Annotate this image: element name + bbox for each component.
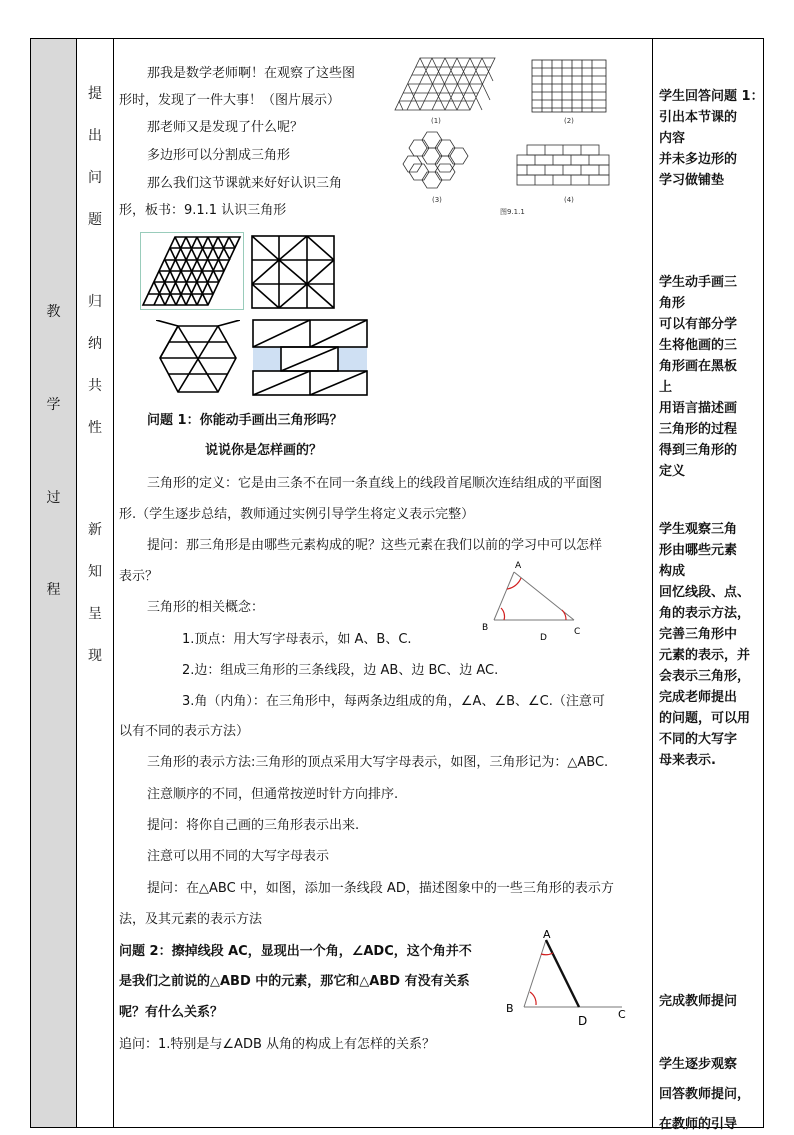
step-char: 呈: [88, 606, 102, 622]
intro-line: 那老师又是发现了什么呢？: [147, 120, 304, 135]
question-1: 问题 1：你能动手画出三角形吗？: [147, 413, 343, 428]
question-segment-ad: 法，及其元素的表示方法: [119, 912, 263, 927]
intro-line: 形，板书：9.1.1 认识三角形: [119, 203, 287, 218]
intro-line: 那么我们这节课就来好好认识三角: [147, 176, 343, 191]
notation-line: 三角形的表示方法:三角形的顶点采用大写字母表示，如图，三角形记为：△ABC.: [147, 755, 609, 770]
figure-caption: (3): [432, 196, 442, 204]
phase-char: 教: [46, 304, 61, 320]
step-char: 共: [88, 378, 102, 394]
vertex-label: B: [482, 623, 489, 633]
step-char: 新: [88, 522, 102, 538]
figure-caption: (4): [564, 196, 574, 204]
figure-square-grid-2: [530, 58, 610, 114]
triangle-abc-figure: [476, 556, 586, 642]
question-2: 是我们之前说的△ABD 中的元素，那它和△ABD 有没有关系: [119, 974, 470, 989]
vertex-label: A: [543, 928, 551, 941]
concept-vertex: 1.顶点：用大写字母表示，如 A、B、C.: [182, 632, 412, 647]
definition-line: 三角形的定义：它是由三条不在同一条直线上的线段首尾顺次连结组成的平面图: [147, 476, 603, 491]
follow-up-question: 追问：1.特别是与∠ADB 从角的构成上有怎样的关系？: [119, 1037, 436, 1052]
figure-hexagons-3: [402, 130, 472, 194]
phase-char: 过: [46, 490, 61, 506]
step-char: 出: [88, 128, 102, 144]
figure-tri-lattice-1: [390, 55, 500, 115]
step-char: 题: [88, 212, 102, 228]
student-activity-column: 学生回答问题 1： 引出本节课的 内容 并未多边形的 学习做铺垫 学生动手画三 角形 可以有部分学 生将他画的三 角形画在黑板 上 用语言描述画 三角形的过程 得到三角形的 定义 学生观察三角 形由哪些元素 构成 回忆线段、点、 角的表示方法， 完善三角形中 元素的表示，并 会表示三角形， 完成老师提出 的问题，可以用 不同的大写字 母来表示. 完成教师提问 学生逐步观察 回答教师提问， 在教师的引导: [652, 38, 764, 1128]
figure-caption: (1): [431, 117, 441, 125]
step-column: [76, 38, 114, 1128]
step-char: 问: [88, 170, 102, 186]
question-1-sub: 说说你是怎样画的？: [205, 443, 323, 458]
vertex-label: C: [574, 627, 581, 637]
step-char: 性: [88, 420, 102, 436]
figure-caption: 图9.1.1: [500, 208, 525, 216]
question-draw: 提问：将你自己画的三角形表示出来.: [147, 818, 360, 833]
question-segment-ad: 提问：在△ABC 中，如图，添加一条线段 AD，描述图象中的一些三角形的表示方: [147, 881, 614, 896]
question-elements: 提问：那三角形是由哪些元素构成的呢？这些元素在我们以前的学习中可以怎样: [147, 538, 603, 553]
figure-caption: (2): [564, 117, 574, 125]
vertex-label: D: [578, 1014, 588, 1028]
vertex-label: A: [515, 561, 522, 571]
step-char: 归: [88, 294, 102, 310]
step-char: 提: [88, 86, 102, 102]
order-note: 注意顺序的不同，但通常按逆时针方向排序.: [147, 787, 399, 802]
letters-note: 注意可以用不同的大写字母表示: [147, 849, 330, 864]
phase-char: 程: [46, 582, 61, 598]
bricks-triangulated-large: [250, 316, 370, 398]
concept-angle: 以有不同的表示方法）: [119, 724, 250, 739]
phase-column: [30, 38, 77, 1128]
question-2: 问题 2：擦掉线段 AC，显现出一个角，∠ADC，这个角并不: [119, 944, 472, 959]
vertex-label: D: [540, 633, 547, 642]
intro-line: 形时，发现了一件大事！（图片展示）: [119, 93, 341, 108]
phase-char: 学: [46, 397, 61, 413]
question-2: 呢？有什么关系？: [119, 1005, 224, 1020]
step-char: 知: [88, 564, 102, 580]
step-char: 纳: [88, 336, 102, 352]
vertex-label: C: [618, 1008, 626, 1021]
concept-side: 2.边：组成三角形的三条线段，边 AB、边 BC、边 AC.: [182, 663, 499, 678]
hexagon-triangulated-large: [156, 320, 240, 398]
concept-angle: 3.角（内角）：在三角形中，每两条边组成的角，∠A、∠B、∠C.（注意可: [182, 694, 605, 709]
square-diagonals-large: [250, 234, 336, 310]
step-char: 现: [88, 648, 102, 664]
intro-line: 那我是数学老师啊！在观察了这些图: [147, 66, 356, 81]
concepts-title: 三角形的相关概念：: [147, 600, 265, 615]
activity-block-4: 完成教师提问: [659, 994, 738, 1009]
intro-line: 多边形可以分割成三角形: [147, 148, 291, 163]
triangle-abd-figure: [500, 922, 634, 1030]
question-elements: 表示？: [119, 569, 159, 584]
tri-lattice-large: [140, 232, 244, 310]
definition-line: 形.（学生逐步总结，教师通过实例引导学生将定义表示完整）: [119, 507, 475, 522]
figure-bricks-4: [513, 143, 613, 189]
vertex-label: B: [506, 1002, 514, 1015]
